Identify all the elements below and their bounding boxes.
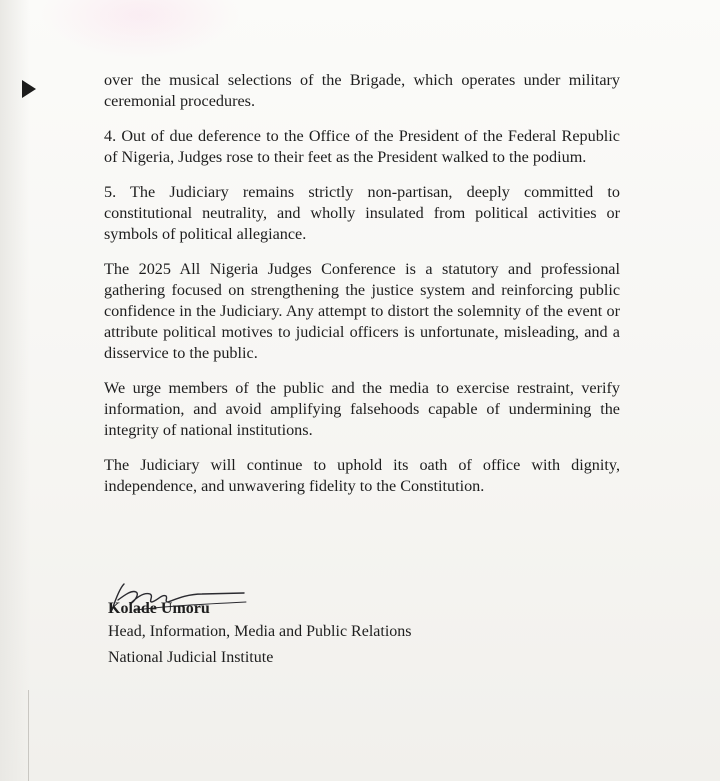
signatory-title: Head, Information, Media and Public Relations bbox=[108, 623, 412, 640]
paragraph-commitment: The Judiciary will continue to uphold its oath of office with dignity, independence, and unwavering fidelity to the Constitution. bbox=[104, 456, 620, 495]
signatory-name: Kolade Umoru bbox=[108, 600, 210, 617]
paper-glare bbox=[40, 0, 240, 60]
page-edge-line bbox=[28, 690, 29, 781]
paragraph-appeal: We urge members of the public and the media to exercise restraint, verify information, and avoid amplifying falsehoods capable of undermining the integrity of national institutions. bbox=[104, 379, 620, 439]
paragraph-continuation: over the musical selections of the Brigade, which operates under military ceremonial procedures. bbox=[104, 71, 620, 110]
paragraph-point-5: 5. The Judiciary remains strictly non-partisan, deeply committed to constitutional neutrality, and wholly insulated from political activities or symbols of political allegiance. bbox=[104, 183, 620, 243]
signatory-organization: National Judicial Institute bbox=[108, 649, 274, 666]
page-edge-shadow bbox=[0, 0, 30, 781]
paragraph-point-4: 4. Out of due deference to the Office of the President of the Federal Republic of Nigeria, Judges rose to their feet as the President walked to the podium. bbox=[104, 127, 620, 166]
triangle-right-icon bbox=[22, 80, 36, 98]
document-body bbox=[104, 70, 620, 511]
paragraph-conference: The 2025 All Nigeria Judges Conference is a statutory and professional gathering focused on strengthening the justice system and reinforcing public confidence in the Judiciary. Any attempt to distort the solemnity of the event or attribute political motives to judicial officers is unfortunate, misleading, and a disservice to the public. bbox=[104, 260, 620, 362]
